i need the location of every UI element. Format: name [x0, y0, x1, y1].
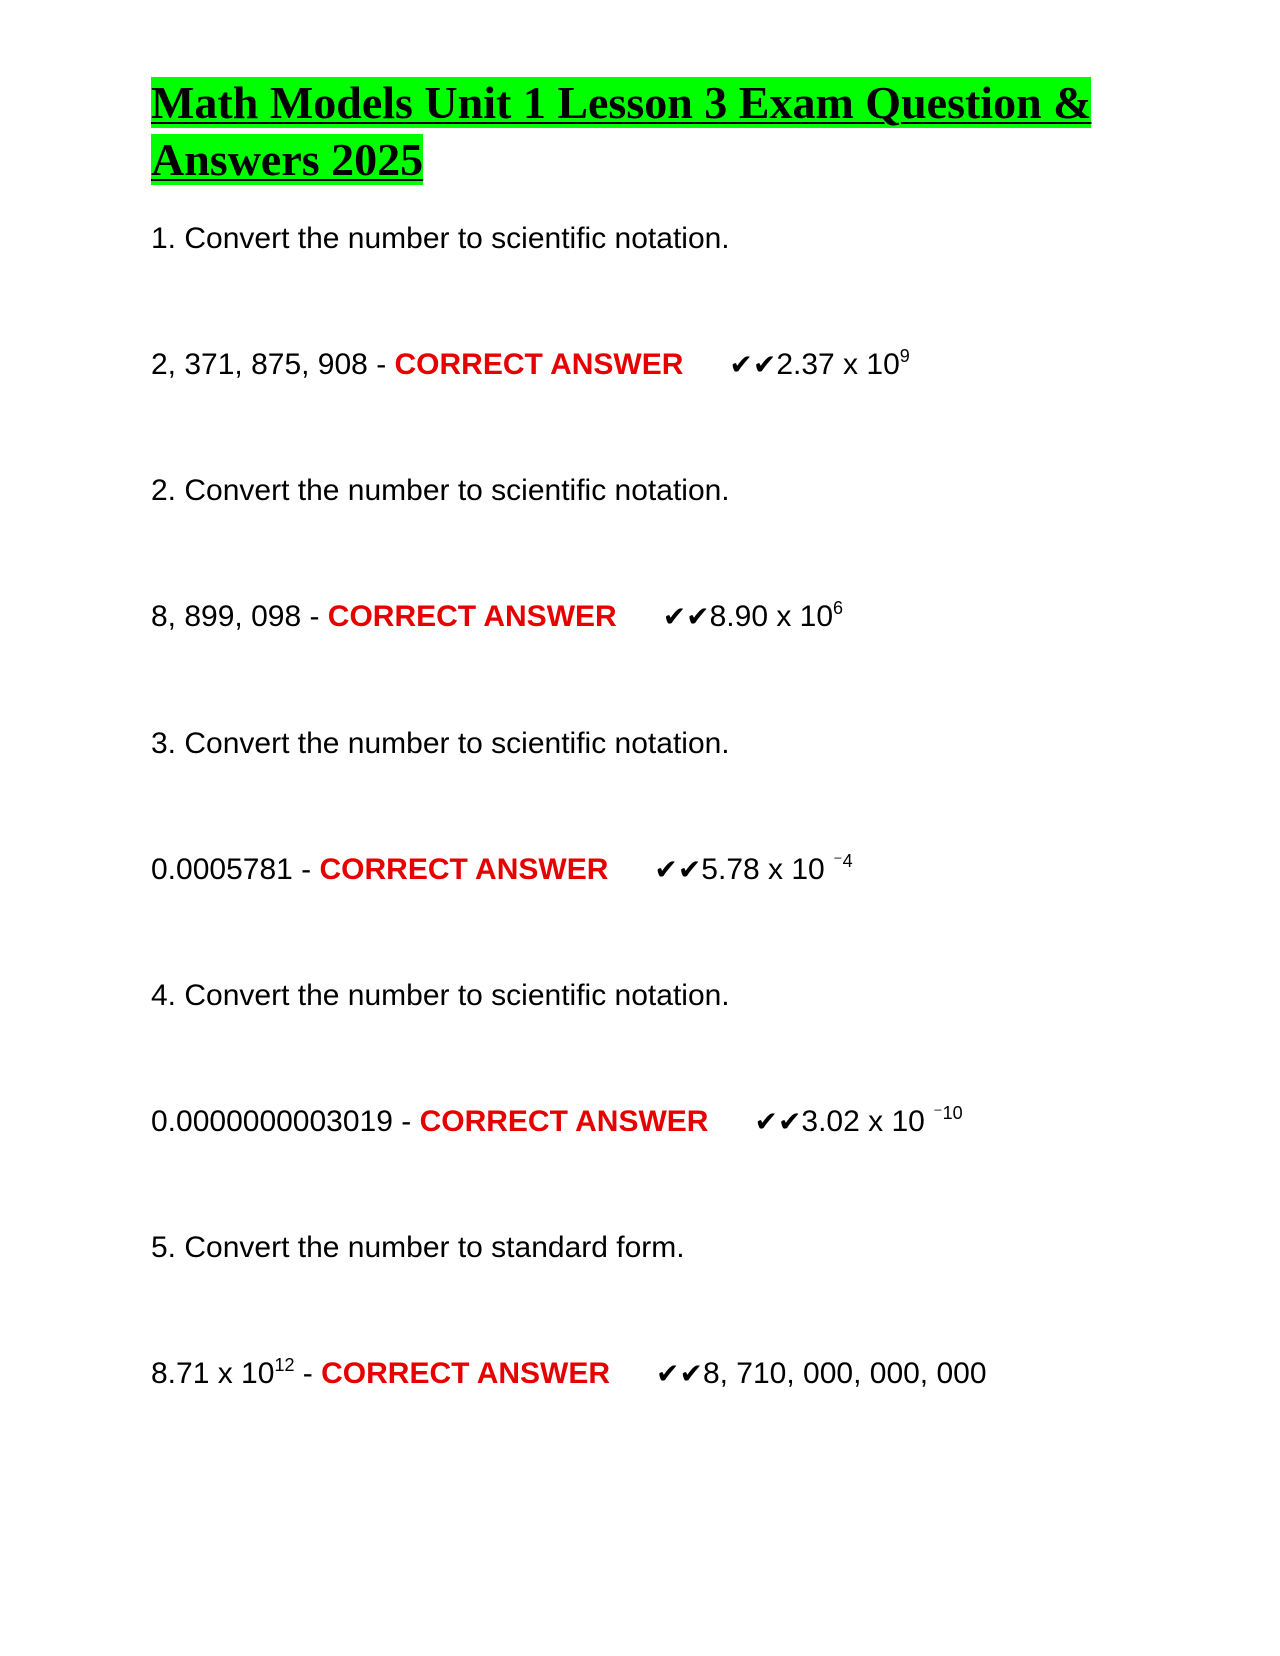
check-marks-icon: ✔✔: [729, 348, 777, 381]
question-1: 1. Convert the number to scientific notation.: [151, 222, 730, 255]
answer-exponent: ⁻10: [933, 1103, 963, 1123]
question-2: 2. Convert the number to scientific notation.: [151, 474, 730, 507]
answer-exponent: 9: [899, 346, 910, 366]
question-4: 4. Convert the number to scientific notation.: [151, 979, 730, 1012]
check-marks-icon: ✔✔: [754, 1105, 802, 1138]
given-separator: -: [294, 1357, 322, 1390]
answer-line-4: [151, 1104, 963, 1140]
answer-value: 8.90 x 10: [709, 600, 834, 633]
given-value: 2, 371, 875, 908 -: [151, 348, 395, 381]
check-marks-icon: ✔✔: [662, 600, 710, 633]
given-value: 0.0005781 -: [151, 853, 320, 886]
correct-answer-label: CORRECT ANSWER: [319, 853, 609, 886]
given-value: 8.71 x 10: [151, 1357, 275, 1390]
correct-answer-label: CORRECT ANSWER: [394, 348, 684, 381]
given-exponent: 12: [274, 1355, 295, 1375]
answer-value: 2.37 x 10: [776, 348, 900, 381]
question-5: 5. Convert the number to standard form.: [151, 1231, 685, 1264]
document-page: [151, 74, 1131, 188]
answer-exponent: ⁻4: [833, 851, 853, 871]
given-value: 8, 899, 098 -: [151, 600, 328, 633]
answer-line-3: [151, 852, 853, 888]
answer-line-5: [151, 1356, 987, 1392]
correct-answer-label: CORRECT ANSWER: [321, 1357, 611, 1390]
page-title: [151, 74, 1131, 188]
answer-line-1: [151, 347, 910, 383]
answer-value: 8, 710, 000, 000, 000: [702, 1357, 987, 1390]
answer-value: 3.02 x 10: [801, 1105, 934, 1138]
check-marks-icon: ✔✔: [654, 853, 702, 886]
question-3: 3. Convert the number to scientific notation.: [151, 727, 730, 760]
answer-line-2: [151, 599, 843, 635]
correct-answer-label: CORRECT ANSWER: [419, 1105, 709, 1138]
answer-exponent: 6: [833, 598, 844, 618]
given-value: 0.0000000003019 -: [151, 1105, 420, 1138]
answer-value: 5.78 x 10: [701, 853, 834, 886]
correct-answer-label: CORRECT ANSWER: [327, 600, 617, 633]
check-marks-icon: ✔✔: [656, 1357, 703, 1390]
title-highlight: Math Models Unit 1 Lesson 3 Exam Question & Answers 2025: [151, 77, 1092, 185]
